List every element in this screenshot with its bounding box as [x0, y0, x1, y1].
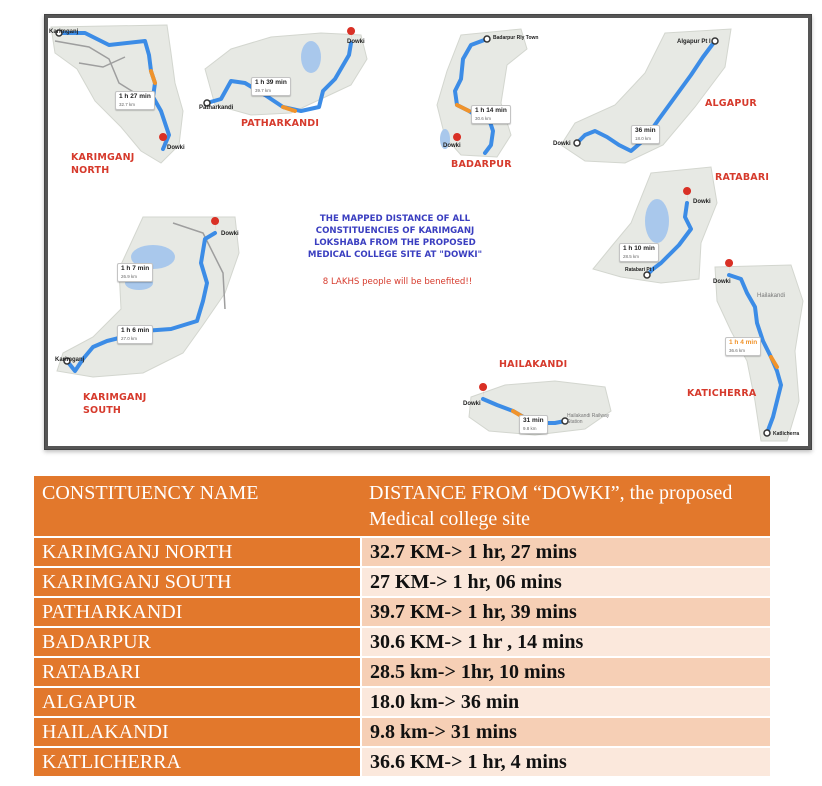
map-badarpur	[431, 25, 531, 161]
distance-cell: 36.6 KM-> 1 hr, 4 mins	[361, 747, 770, 777]
table-header-row	[34, 476, 770, 537]
table-row	[34, 717, 770, 747]
constituency-cell: RATABARI	[34, 657, 361, 687]
table-row	[34, 747, 770, 777]
constituency-cell: ALGAPUR	[34, 687, 361, 717]
distance-cell: 30.6 KM-> 1 hr , 14 mins	[361, 627, 770, 657]
al-time: 36 min	[635, 127, 656, 134]
kc-time: 1 h 4 min	[729, 339, 758, 346]
constituency-cell: KATLICHERRA	[34, 747, 361, 777]
ks-time-2: 1 h 6 min	[121, 327, 150, 334]
pk-route-tooltip[interactable]	[251, 77, 291, 96]
constituency-map-collage	[44, 14, 812, 450]
distance-cell: 28.5 km-> 1hr, 10 mins	[361, 657, 770, 687]
benefit-note: 8 LAKHS people will be benefited!!	[322, 277, 473, 287]
kn-time: 1 h 27 min	[119, 93, 151, 100]
constituency-cell: KARIMGANJ SOUTH	[34, 567, 361, 597]
kc-dest-label: Dowki	[713, 279, 731, 285]
constituency-cell: PATHARKANDI	[34, 597, 361, 627]
hk-dest-label: Dowki	[463, 401, 481, 407]
distance-cell: 27 KM-> 1 hr, 06 mins	[361, 567, 770, 597]
kc-via-label: Hailakandi	[757, 293, 786, 299]
kc-origin-label: Katlicherra	[773, 431, 800, 437]
map-caption: THE MAPPED DISTANCE OF ALL CONSTITUENCIES OF KARIMGANJ LOKSHABA FROM THE PROPOSED MEDICAL COLLEGE SITE AT "DOWKI"	[307, 214, 483, 260]
constituency-cell: HAILAKANDI	[34, 717, 361, 747]
al-origin-label: Algapur Pt I	[677, 39, 711, 45]
ks-route-tooltip-2[interactable]	[117, 325, 153, 344]
rb-dist: 28.5 km	[623, 254, 640, 259]
kc-dist: 36.6 km	[729, 348, 746, 353]
kc-route-tooltip[interactable]	[725, 337, 761, 356]
pk-time: 1 h 39 min	[255, 79, 287, 86]
bd-dist: 30.6 km	[475, 116, 492, 121]
ks-time-1: 1 h 7 min	[121, 265, 150, 272]
ks-origin-label: Karimganj	[55, 357, 85, 363]
bd-origin-label: Badarpur Rly Town	[493, 35, 539, 41]
al-dest-label: Dowki	[553, 141, 571, 147]
distance-cell: 39.7 KM-> 1 hr, 39 mins	[361, 597, 770, 627]
kn-route-tooltip[interactable]	[115, 91, 155, 110]
pk-dest-label: Dowki	[347, 39, 365, 45]
constituency-cell: KARIMGANJ NORTH	[34, 537, 361, 567]
hk-time: 31 min	[523, 417, 544, 424]
rb-route-tooltip[interactable]	[619, 243, 659, 262]
kn-dist: 32.7 km	[119, 102, 136, 107]
table-row	[34, 597, 770, 627]
region-label-katicherra: KATICHERRA	[687, 388, 757, 399]
region-label-ratabari: RATABARI	[715, 172, 770, 183]
region-label-karimganj-north: KARIMGANJ NORTH	[71, 152, 135, 176]
hk-dist: 9.8 km	[523, 426, 537, 431]
header-distance: DISTANCE FROM “DOWKI”, the proposed Medical college site	[361, 476, 770, 537]
map-ratabari	[591, 163, 721, 287]
kn-dest-label: Dowki	[167, 145, 185, 151]
kn-origin-label: Karimganj	[49, 29, 79, 35]
region-label-karimganj-south: KARIMGANJ SOUTH	[83, 392, 147, 416]
rb-origin-label: Ratabari Pt I	[625, 267, 655, 273]
al-route-tooltip[interactable]	[631, 125, 660, 144]
ks-dest-label: Dowki	[221, 231, 239, 237]
header-constituency: CONSTITUENCY NAME	[34, 476, 361, 537]
region-label-badarpur: BADARPUR	[451, 159, 512, 170]
al-dist: 18.0 km	[635, 136, 652, 141]
distance-cell: 9.8 km-> 31 mins	[361, 717, 770, 747]
hk-origin-label: Hailakandi Railway Station	[567, 413, 610, 425]
ks-dist-2: 27.0 km	[121, 336, 138, 341]
table-row	[34, 687, 770, 717]
rb-dest-label: Dowki	[693, 199, 711, 205]
hk-route-tooltip[interactable]	[519, 415, 548, 434]
bd-route-tooltip[interactable]	[471, 105, 511, 124]
bd-dest-label: Dowki	[443, 143, 461, 149]
ks-dist-1: 26.9 km	[121, 274, 138, 279]
bd-time: 1 h 14 min	[475, 107, 507, 114]
region-label-hailakandi: HAILAKANDI	[499, 359, 568, 370]
table-row	[34, 567, 770, 597]
table-row	[34, 627, 770, 657]
region-label-algapur: ALGAPUR	[705, 98, 757, 109]
rb-time: 1 h 10 min	[623, 245, 655, 252]
distance-cell: 18.0 km-> 36 min	[361, 687, 770, 717]
region-label-patharkandi: PATHARKANDI	[241, 118, 320, 129]
distance-table	[34, 476, 770, 778]
pk-dist: 39.7 km	[255, 88, 272, 93]
table-row	[34, 657, 770, 687]
ks-route-tooltip-1[interactable]	[117, 263, 153, 282]
distance-cell: 32.7 KM-> 1 hr, 27 mins	[361, 537, 770, 567]
constituency-cell: BADARPUR	[34, 627, 361, 657]
pk-origin-label: Patharkandi	[199, 105, 234, 111]
table-row	[34, 537, 770, 567]
